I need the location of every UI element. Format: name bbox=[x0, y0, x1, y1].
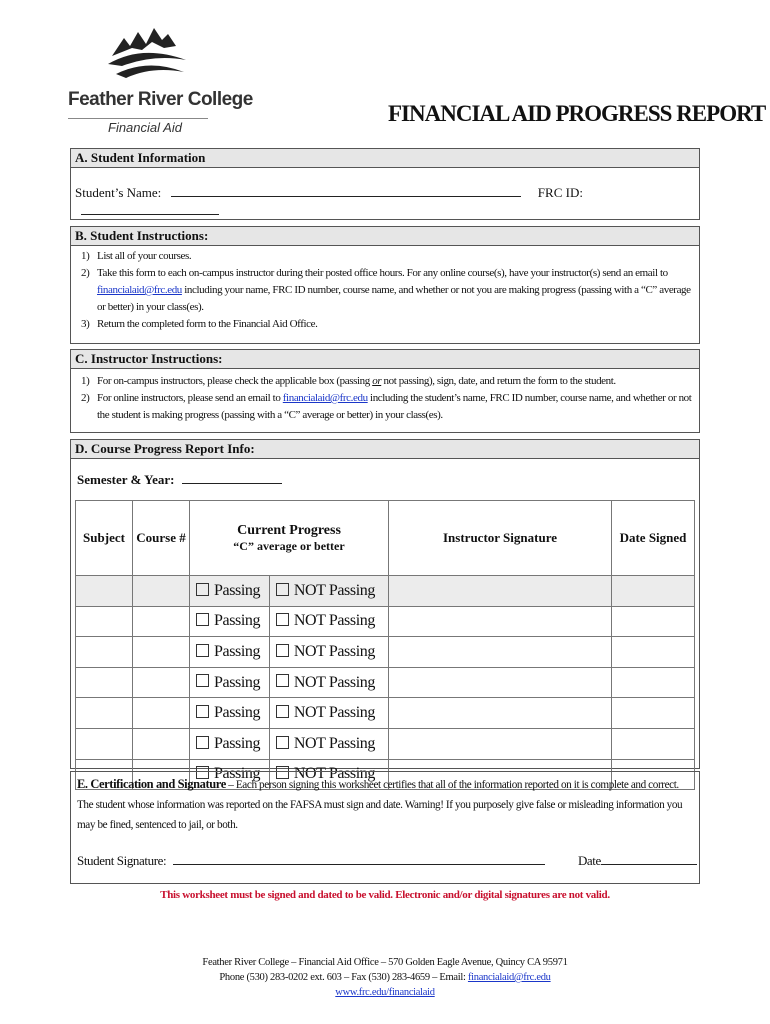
mountain-logo-icon bbox=[102, 20, 202, 82]
date-cell[interactable] bbox=[612, 728, 695, 759]
section-certification bbox=[70, 771, 700, 884]
course-progress-table bbox=[75, 500, 695, 790]
not-passing-option[interactable]: NOT Passing bbox=[269, 606, 388, 637]
signature-cell[interactable] bbox=[389, 606, 612, 637]
checkbox-icon[interactable] bbox=[276, 736, 289, 749]
email-link[interactable]: financialaid@frc.edu bbox=[97, 284, 182, 296]
footer-email-link[interactable]: financialaid@frc.edu bbox=[467, 972, 551, 983]
section-student-information bbox=[70, 148, 700, 220]
section-heading: C. Instructor Instructions: bbox=[71, 350, 699, 369]
subject-cell[interactable] bbox=[76, 698, 133, 729]
list-item: 3) Return the completed form to the Financial Aid Office. bbox=[81, 318, 318, 330]
list-item: 1) For on-campus instructors, please check the applicable box (passing or not passing), sign, date, and return the form to the student. bbox=[81, 375, 616, 387]
table-row bbox=[76, 667, 695, 698]
not-passing-option[interactable]: NOT Passing bbox=[269, 637, 388, 668]
checkbox-icon[interactable] bbox=[196, 644, 209, 657]
column-header-signature: Instructor Signature bbox=[389, 501, 612, 576]
column-header-progress: Current Progress “C” average or better bbox=[190, 501, 389, 576]
subject-cell[interactable] bbox=[76, 637, 133, 668]
not-passing-option[interactable]: NOT Passing bbox=[269, 698, 388, 729]
subject-cell[interactable] bbox=[76, 606, 133, 637]
checkbox-icon[interactable] bbox=[276, 583, 289, 596]
date-cell[interactable] bbox=[612, 698, 695, 729]
footer-contact: Phone (530) 283-0202 ext. 603 – Fax (530) 283-4659 – Email: financialaid@frc.edu bbox=[219, 972, 551, 983]
date-field[interactable] bbox=[601, 852, 697, 865]
course-cell[interactable] bbox=[133, 728, 190, 759]
checkbox-icon[interactable] bbox=[276, 705, 289, 718]
college-subtitle: Financial Aid bbox=[108, 120, 182, 135]
section-student-instructions bbox=[70, 226, 700, 344]
checkbox-icon[interactable] bbox=[196, 736, 209, 749]
section-heading: D. Course Progress Report Info: bbox=[71, 440, 699, 459]
college-logo bbox=[62, 20, 253, 145]
date-cell[interactable] bbox=[612, 637, 695, 668]
date-label: Date bbox=[577, 853, 601, 868]
certification-heading: E. Certification and Signature bbox=[77, 777, 226, 791]
semester-field[interactable] bbox=[182, 471, 282, 484]
signature-cell[interactable] bbox=[389, 667, 612, 698]
page-title: FINANCIAL AID PROGRESS REPORT bbox=[388, 101, 766, 126]
course-cell[interactable] bbox=[133, 637, 190, 668]
section-heading: A. Student Information bbox=[71, 149, 699, 168]
passing-option[interactable]: Passing bbox=[190, 728, 270, 759]
student-name-row bbox=[75, 184, 695, 208]
student-signature-field[interactable] bbox=[173, 852, 545, 865]
signature-cell[interactable] bbox=[389, 698, 612, 729]
passing-option[interactable]: Passing bbox=[190, 576, 270, 607]
signature-cell[interactable] bbox=[389, 576, 612, 607]
footer-address: Feather River College – Financial Aid Office – 570 Golden Eagle Avenue, Quincy CA 95971 bbox=[202, 957, 568, 968]
course-cell[interactable] bbox=[133, 576, 190, 607]
signature-cell[interactable] bbox=[389, 637, 612, 668]
table-row bbox=[76, 728, 695, 759]
list-item: 2) For online instructors, please send an email to financialaid@frc.edu including the student’s name, FRC ID number, course name, and whether or not the student is making progress (passing with a “C” average or better) in your class(es). bbox=[81, 392, 692, 421]
table-row bbox=[76, 606, 695, 637]
not-passing-option[interactable]: NOT Passing bbox=[269, 759, 388, 790]
checkbox-icon[interactable] bbox=[196, 583, 209, 596]
checkbox-icon[interactable] bbox=[196, 613, 209, 626]
certification-text: – Each person signing this worksheet certifies that all of the information reported on it is complete and correct. The student whose information was reported on the FAFSA must sign and date. Warning! If you purposely give false or misleading information you may be fined, sentenced to jail, or both. bbox=[77, 779, 683, 831]
checkbox-icon[interactable] bbox=[276, 674, 289, 687]
student-signature-label: Student Signature: bbox=[77, 853, 167, 868]
checkbox-icon[interactable] bbox=[276, 613, 289, 626]
passing-option[interactable]: Passing bbox=[190, 759, 270, 790]
date-cell[interactable] bbox=[612, 576, 695, 607]
semester-label: Semester & Year: bbox=[77, 472, 175, 487]
column-header-course: Course # bbox=[133, 501, 190, 576]
college-name: Feather River College bbox=[68, 89, 253, 110]
course-cell[interactable] bbox=[133, 698, 190, 729]
course-cell[interactable] bbox=[133, 667, 190, 698]
table-row bbox=[76, 637, 695, 668]
list-item: 2) Take this form to each on-campus instructor during their posted office hours. For any online course(s), have your instructor(s) send an email to financialaid@frc.edu including your name, FRC ID number, course name, and whether or not you are making progress (passing with a “C” average or better) in your class(es). bbox=[81, 267, 691, 313]
date-cell[interactable] bbox=[612, 606, 695, 637]
email-link[interactable]: financialaid@frc.edu bbox=[282, 392, 368, 404]
validity-warning: This worksheet must be signed and dated to be valid. Electronic and/or digital signatures are not valid. bbox=[160, 889, 610, 901]
checkbox-icon[interactable] bbox=[196, 705, 209, 718]
date-cell[interactable] bbox=[612, 667, 695, 698]
column-header-subject: Subject bbox=[76, 501, 133, 576]
list-item: 1) List all of your courses. bbox=[81, 250, 192, 262]
student-name-label: Student’s Name: bbox=[75, 185, 162, 200]
table-row bbox=[76, 576, 695, 607]
checkbox-icon[interactable] bbox=[276, 644, 289, 657]
course-cell[interactable] bbox=[133, 606, 190, 637]
passing-option[interactable]: Passing bbox=[190, 698, 270, 729]
page-footer bbox=[0, 955, 770, 1000]
section-heading: B. Student Instructions: bbox=[71, 227, 699, 246]
signature-cell[interactable] bbox=[389, 728, 612, 759]
table-row bbox=[76, 698, 695, 729]
student-name-field[interactable] bbox=[171, 184, 521, 197]
not-passing-option[interactable]: NOT Passing bbox=[269, 667, 388, 698]
not-passing-option[interactable]: NOT Passing bbox=[269, 728, 388, 759]
section-instructor-instructions bbox=[70, 349, 700, 433]
subject-cell[interactable] bbox=[76, 667, 133, 698]
passing-option[interactable]: Passing bbox=[190, 667, 270, 698]
checkbox-icon[interactable] bbox=[196, 674, 209, 687]
subject-cell[interactable] bbox=[76, 728, 133, 759]
not-passing-option[interactable]: NOT Passing bbox=[269, 576, 388, 607]
passing-option[interactable]: Passing bbox=[190, 637, 270, 668]
subject-cell[interactable] bbox=[76, 576, 133, 607]
logo-divider bbox=[68, 118, 208, 119]
footer-website-link[interactable]: www.frc.edu/financialaid bbox=[335, 987, 435, 998]
column-header-date: Date Signed bbox=[612, 501, 695, 576]
frc-id-label: FRC ID: bbox=[537, 185, 583, 200]
frc-id-field[interactable] bbox=[81, 202, 219, 215]
passing-option[interactable]: Passing bbox=[190, 606, 270, 637]
